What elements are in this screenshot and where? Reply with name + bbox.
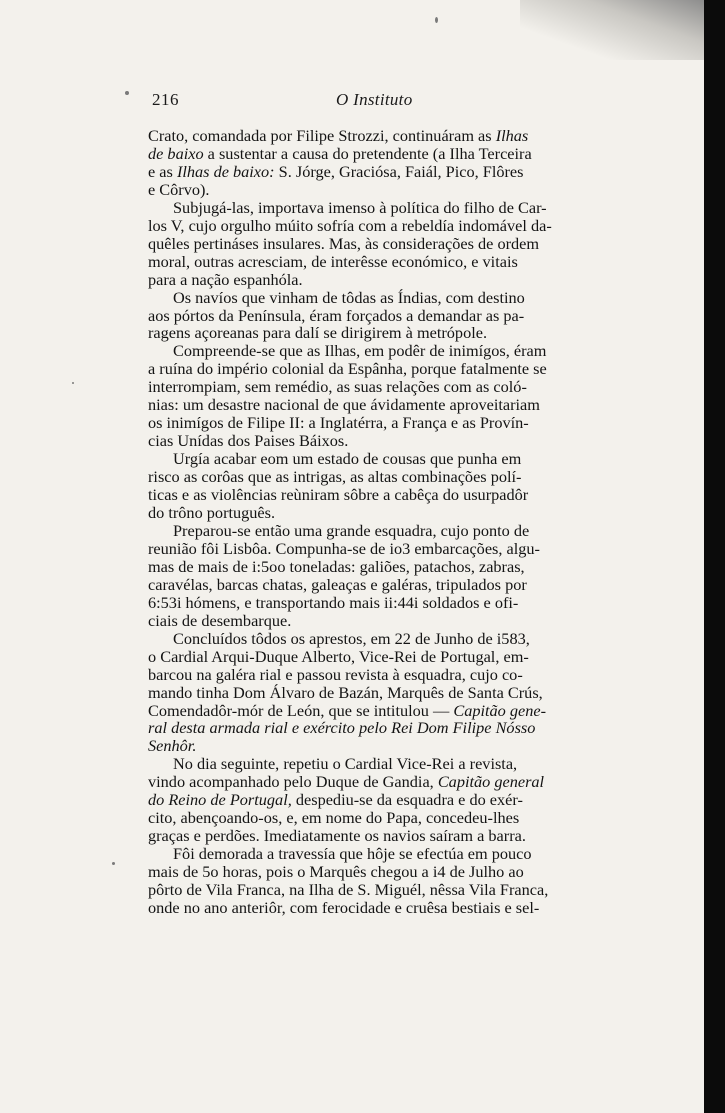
text-run: mas de mais de i:5oo toneladas: galiões, patachos, zabras, (148, 556, 525, 576)
text-line (148, 558, 626, 576)
text-run: reunião fôi Lisbôa. Compunha-se de io3 embarcações, algu- (148, 538, 540, 558)
text-line (148, 594, 626, 612)
text-line (148, 145, 626, 163)
text-line (148, 737, 626, 755)
text-run: a ruína do império colonial da Espânha, porque fatalmente se (148, 359, 547, 379)
text-line (148, 181, 626, 199)
text-run: ragens açoreanas para dalí se dirigirem à metrópole. (148, 323, 488, 343)
text-line (148, 612, 626, 630)
scan-shadow (520, 0, 704, 60)
dust-speck (125, 91, 129, 95)
page-number: 216 (152, 90, 179, 109)
text-run: ciais de desembarque. (148, 610, 292, 630)
text-run: risco as corôas que as intrigas, as altas combinações polí- (148, 467, 522, 487)
italic-text: Ilhas (495, 126, 529, 145)
text-line (148, 271, 626, 289)
text-run: Concluídos tôdos os aprestos, em 22 de Junho de i583, (173, 628, 530, 648)
dust-speck (112, 862, 115, 865)
text-line (148, 378, 626, 396)
text-run: Crato, comandada por Filipe Strozzi, continuáram as (148, 126, 496, 145)
text-run: 6:53i hómens, e transportando mais ii:44i soldados e ofi- (148, 592, 519, 612)
text-line (148, 253, 626, 271)
text-run: Fôi demorada a travessía que hôje se efectúa em pouco (173, 844, 532, 864)
italic-text: Senhôr. (148, 736, 197, 756)
text-line (148, 342, 626, 360)
text-run: caravélas, barcas chatas, galeaças e galéras, tripulados por (148, 574, 527, 594)
text-line (148, 307, 626, 325)
italic-text: Capitão gene- (453, 700, 547, 720)
text-line (148, 881, 626, 899)
text-run: quêles pertináses insulares. Mas, às considerações de ordem (148, 233, 540, 253)
text-run: pôrto de Vila Franca, na Ilha de S. Miguél, nêssa Vila Franca, (148, 880, 549, 900)
text-run: onde no ano anteriôr, com ferocidade e cruêsa bestiais e sel- (148, 897, 540, 917)
text-run: vindo acompanhado pelo Duque de Gandia, (148, 772, 438, 792)
text-run: mando tinha Dom Álvaro de Bazán, Marquês de Santa Crús, (148, 682, 543, 702)
text-run: interrompiam, sem remédio, as suas relações com as coló- (148, 377, 527, 397)
body-text (148, 127, 626, 917)
text-run: No dia seguinte, repetiu o Cardial Vice-Rei a revista, (173, 754, 518, 774)
text-run: e as (148, 161, 177, 181)
text-line (148, 827, 626, 845)
text-line (148, 630, 626, 648)
text-run: ticas e as violências reùniram sôbre a cabêça do usurpadôr (148, 485, 529, 505)
text-run: Preparou-se então uma grande esquadra, cujo ponto de (173, 520, 530, 540)
text-line (148, 845, 626, 863)
text-line (148, 396, 626, 414)
text-line (148, 217, 626, 235)
text-line (148, 486, 626, 504)
text-line (148, 235, 626, 253)
text-line (148, 450, 626, 468)
text-run: o Cardial Arqui-Duque Alberto, Vice-Rei de Portugal, em- (148, 646, 529, 666)
text-run: Subjugá-las, importava imenso à política do filho de Car- (173, 197, 547, 217)
text-line (148, 163, 626, 181)
text-line (148, 289, 626, 307)
text-run: os inimígos de Filipe II: a Inglatérra, a França e as Provín- (148, 413, 529, 433)
running-title: O Instituto (336, 90, 413, 109)
text-run: Comendadôr-mór de León, que se intitulou — (148, 700, 454, 720)
text-run: Os navíos que vinham de tôdas as Índias, com destino (173, 287, 525, 307)
text-line (148, 360, 626, 378)
text-run: cito, abençoando-os, e, em nome do Papa, concedeu-lhes (148, 808, 520, 828)
text-line (148, 648, 626, 666)
text-run: despediu-se da esquadra e do exér- (291, 790, 523, 810)
text-line (148, 719, 626, 737)
text-run: aos pórtos da Península, éram forçados a demandar as pa- (148, 305, 525, 325)
text-line (148, 666, 626, 684)
text-run: los V, cujo orgulho múito sofría com a rebeldía indomável da- (148, 215, 552, 235)
scan-border (704, 0, 725, 1113)
dust-speck (72, 382, 74, 384)
dust-speck (435, 17, 438, 23)
text-line (148, 576, 626, 594)
text-line (148, 468, 626, 486)
text-run: para a nação espanhóla. (148, 269, 303, 289)
text-line (148, 127, 626, 145)
text-line (148, 522, 626, 540)
italic-text: Capitão general (437, 772, 545, 792)
text-run: S. Jórge, Graciósa, Faiál, Pico, Flôres (274, 161, 524, 181)
text-line (148, 863, 626, 881)
text-line (148, 324, 626, 342)
text-line (148, 809, 626, 827)
italic-text: de baixo (148, 143, 204, 163)
text-line (148, 540, 626, 558)
text-run: moral, outras acresciam, de interêsse económico, e vitais (148, 251, 518, 271)
text-run: cias Unídas dos Paises Báixos. (148, 431, 349, 451)
text-line (148, 773, 626, 791)
text-line (148, 702, 626, 720)
text-run: do trôno português. (148, 503, 276, 523)
text-line (148, 684, 626, 702)
text-run: nias: um desastre nacional de que ávidamente aproveitariam (148, 395, 540, 415)
text-run: graças e perdões. Imediatamente os navios saíram a barra. (148, 826, 526, 846)
text-run: a sustentar a causa do pretendente (a Ilha Terceira (203, 143, 532, 163)
text-run: barcou na galéra rial e passou revista à esquadra, cujo co- (148, 664, 523, 684)
text-run: mais de 5o horas, pois o Marquês chegou a i4 de Julho ao (148, 862, 524, 882)
text-line (148, 755, 626, 773)
text-line (148, 504, 626, 522)
text-line (148, 899, 626, 917)
page-header (152, 86, 624, 114)
text-run: e Côrvo). (148, 179, 210, 199)
text-run: Urgía acabar eom um estado de cousas que punha em (173, 449, 522, 469)
italic-text: do Reino de Portugal, (148, 790, 292, 810)
text-run: Compreende-se que as Ilhas, em podêr de inimígos, éram (173, 341, 547, 361)
text-line (148, 791, 626, 809)
italic-text: ral desta armada rial e exército pelo Rei Dom Filipe Nósso (148, 718, 536, 738)
italic-text: Ilhas de baixo: (176, 161, 275, 181)
text-line (148, 199, 626, 217)
text-line (148, 414, 626, 432)
text-line (148, 432, 626, 450)
